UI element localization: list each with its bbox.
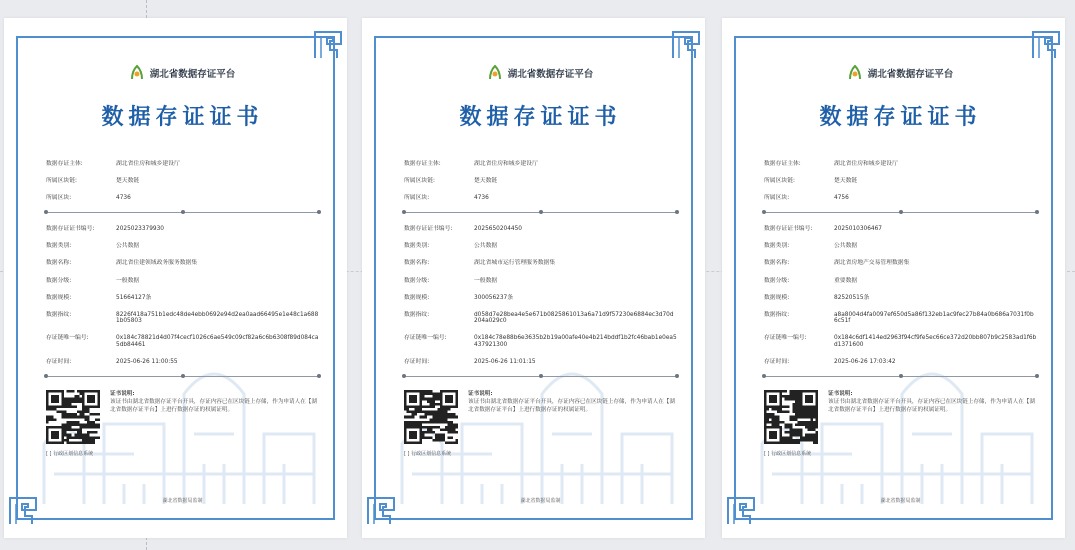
divider <box>404 376 677 377</box>
field-value: 0x184c78821d4d07f4cecf1026c6ae549c09cf82a6c6b6308f89d084ca5db84461 <box>116 335 319 349</box>
field-row <box>404 359 677 366</box>
field-value: 公共数据 <box>474 243 498 250</box>
issuer-footer: 湖北省数据局监制 <box>880 498 921 504</box>
field-label: 数据规模: <box>764 294 790 301</box>
divider <box>46 212 319 213</box>
field-label: 数据类别: <box>404 243 430 250</box>
field-value: 楚天数链 <box>116 178 140 185</box>
certificate-title: 数据存证证书 <box>101 105 264 130</box>
fret-corner-icon <box>313 30 343 60</box>
field-row <box>764 295 1037 302</box>
platform-header <box>764 64 1037 82</box>
field-label: 数据指纹: <box>46 311 72 318</box>
field-value: 0x184c78e88b6e3635b2b19a00afe40e4b214bddf1b2fc46bab1e0ea5437921300 <box>474 335 677 349</box>
platform-header <box>46 64 319 82</box>
note-title: 证书说明: <box>468 391 493 398</box>
field-row <box>46 178 319 185</box>
field-row <box>404 335 677 348</box>
field-value: 公共数据 <box>116 243 140 250</box>
field-row <box>46 195 319 202</box>
field-row <box>404 161 677 168</box>
field-row <box>46 278 319 285</box>
field-row <box>764 243 1037 250</box>
field-label: 数据规模: <box>46 294 72 301</box>
divider <box>764 212 1037 213</box>
field-label: 数据分级: <box>404 277 430 284</box>
field-label: 数据名称: <box>764 260 790 267</box>
field-value: 51664127条 <box>116 294 152 301</box>
field-label: 数据存证证书编号: <box>764 226 813 233</box>
field-label: 数据分级: <box>46 277 72 284</box>
field-label: 数据分级: <box>764 277 790 284</box>
field-value: 2025023379930 <box>116 226 164 233</box>
certificate-page <box>722 18 1065 538</box>
note-text: 该证书由湖北省数据存证平台开具，存证内容已在区块链上存储，作为申请人在【湖北省数据存证平台】上进行数据存证的权属证明。 <box>828 399 1035 414</box>
field-row <box>404 195 677 202</box>
certificate-page <box>362 18 705 538</box>
field-value: 湖北省房地产交易管理数据集 <box>834 260 910 267</box>
field-label: 存证链唯一编号: <box>404 335 447 342</box>
field-value: d058d7e28bea4e5e671b0825861013a6a71d9f57230e6884ec3d70d204a029c0 <box>474 311 674 325</box>
divider <box>46 376 319 377</box>
note-title: 证书说明: <box>110 391 135 398</box>
field-row <box>764 312 1037 325</box>
field-value: 4756 <box>834 195 849 202</box>
field-label: 数据存证证书编号: <box>404 226 453 233</box>
field-value: 8226f418a751b1edc48de4ebb0692e94d2ea0aad66495e1e48c1a6881b05803 <box>116 311 319 325</box>
field-label: 存证时间: <box>46 359 72 366</box>
field-value: 重要数据 <box>834 277 858 284</box>
issuer-footer: 湖北省数据局监制 <box>162 498 203 504</box>
field-row <box>404 178 677 185</box>
field-row <box>46 335 319 348</box>
field-row <box>46 226 319 233</box>
field-label: 数据名称: <box>46 260 72 267</box>
system-link[interactable]: [ ] 行政区划信息系统 <box>404 451 452 458</box>
field-value: 4736 <box>474 195 489 202</box>
field-label: 所属区块链: <box>46 178 77 185</box>
qr-code[interactable] <box>46 390 100 444</box>
field-row <box>46 359 319 366</box>
qr-code[interactable] <box>764 390 818 444</box>
note-text: 该证书由湖北省数据存证平台开具，存证内容已在区块链上存储，作为申请人在【湖北省数据存证平台】上进行数据存证的权属证明。 <box>110 399 317 414</box>
field-row <box>404 226 677 233</box>
field-value: 一般数据 <box>116 277 140 284</box>
field-row <box>46 161 319 168</box>
field-value: 湖北省住房和城乡建设厅 <box>474 161 538 167</box>
field-label: 所属区块: <box>46 195 72 202</box>
field-label: 存证链唯一编号: <box>764 335 807 342</box>
certificate-note <box>110 390 319 444</box>
certificate-title: 数据存证证书 <box>459 105 622 130</box>
field-label: 所属区块: <box>404 195 430 202</box>
field-label: 存证时间: <box>404 359 430 366</box>
certificate-page <box>4 18 347 538</box>
field-label: 数据存证主体: <box>764 161 801 167</box>
platform-name: 湖北省数据存证平台 <box>507 69 594 80</box>
field-row <box>764 278 1037 285</box>
field-row <box>764 359 1037 366</box>
field-value: 湖北省城市运行管理服务数据集 <box>474 260 556 267</box>
platform-header <box>404 64 677 82</box>
field-value: 湖北省住建领域政务服务数据集 <box>116 260 198 267</box>
field-row <box>764 195 1037 202</box>
field-value: 2025650204450 <box>474 226 522 233</box>
field-label: 所属区块链: <box>764 178 795 185</box>
field-row <box>404 312 677 325</box>
field-value: 82520515条 <box>834 294 870 301</box>
field-value: 湖北省住房和城乡建设厅 <box>116 161 180 167</box>
platform-logo-icon <box>848 65 862 81</box>
field-label: 数据指纹: <box>764 311 790 318</box>
platform-name: 湖北省数据存证平台 <box>867 69 954 80</box>
field-row <box>764 161 1037 168</box>
field-value: 2025-06-26 11:01:15 <box>474 359 536 366</box>
field-value: 湖北省住房和城乡建设厅 <box>834 161 898 167</box>
field-value: 楚天数链 <box>834 178 858 185</box>
field-label: 数据类别: <box>764 243 790 250</box>
field-row <box>46 295 319 302</box>
field-label: 数据存证主体: <box>46 161 83 167</box>
field-value: 4736 <box>116 195 131 202</box>
qr-code[interactable] <box>404 390 458 444</box>
platform-name: 湖北省数据存证平台 <box>149 69 236 80</box>
field-value: 2025-06-26 11:00:55 <box>116 359 178 366</box>
field-label: 存证时间: <box>764 359 790 366</box>
field-value: 0x184c6df1414ed2963f94cf9fe5ec66ce372d20bb807b9c2583ad1f6bd1371600 <box>834 335 1037 349</box>
field-row <box>764 260 1037 267</box>
note-title: 证书说明: <box>828 391 853 398</box>
certificate-note <box>468 390 677 444</box>
field-label: 数据存证主体: <box>404 161 441 167</box>
field-row <box>764 226 1037 233</box>
field-row <box>764 178 1037 185</box>
fret-corner-icon <box>1031 30 1061 60</box>
field-row <box>46 312 319 325</box>
system-link[interactable]: [ ] 行政区划信息系统 <box>46 451 94 458</box>
field-value: 2025-06-26 17:03:42 <box>834 359 896 366</box>
field-value: 公共数据 <box>834 243 858 250</box>
fret-corner-icon <box>671 30 701 60</box>
field-row <box>404 260 677 267</box>
field-label: 数据名称: <box>404 260 430 267</box>
field-row <box>46 260 319 267</box>
field-label: 数据指纹: <box>404 311 430 318</box>
field-label: 数据类别: <box>46 243 72 250</box>
field-row <box>404 295 677 302</box>
platform-logo-icon <box>130 65 144 81</box>
note-text: 该证书由湖北省数据存证平台开具，存证内容已在区块链上存储，作为申请人在【湖北省数据存证平台】上进行数据存证的权属证明。 <box>468 399 675 414</box>
field-row <box>764 335 1037 348</box>
field-label: 所属区块: <box>764 195 790 202</box>
platform-logo-icon <box>488 65 502 81</box>
field-value: a8a8004d4fa0097ef650d5a86f132eb1ac9fec27b84a0b686a7031f0b6c51f <box>834 311 1034 325</box>
field-value: 楚天数链 <box>474 178 498 185</box>
field-row <box>404 243 677 250</box>
field-row <box>404 278 677 285</box>
field-label: 数据存证证书编号: <box>46 226 95 233</box>
field-row <box>46 243 319 250</box>
divider <box>764 376 1037 377</box>
system-link[interactable]: [ ] 行政区划信息系统 <box>764 451 812 458</box>
field-value: 2025010306467 <box>834 226 882 233</box>
divider <box>404 212 677 213</box>
field-value: 300056237条 <box>474 294 513 301</box>
field-value: 一般数据 <box>474 277 498 284</box>
issuer-footer: 湖北省数据局监制 <box>520 498 561 504</box>
certificate-title: 数据存证证书 <box>819 105 982 130</box>
certificate-note <box>828 390 1037 444</box>
field-label: 存证链唯一编号: <box>46 335 89 342</box>
field-label: 所属区块链: <box>404 178 435 185</box>
field-label: 数据规模: <box>404 294 430 301</box>
